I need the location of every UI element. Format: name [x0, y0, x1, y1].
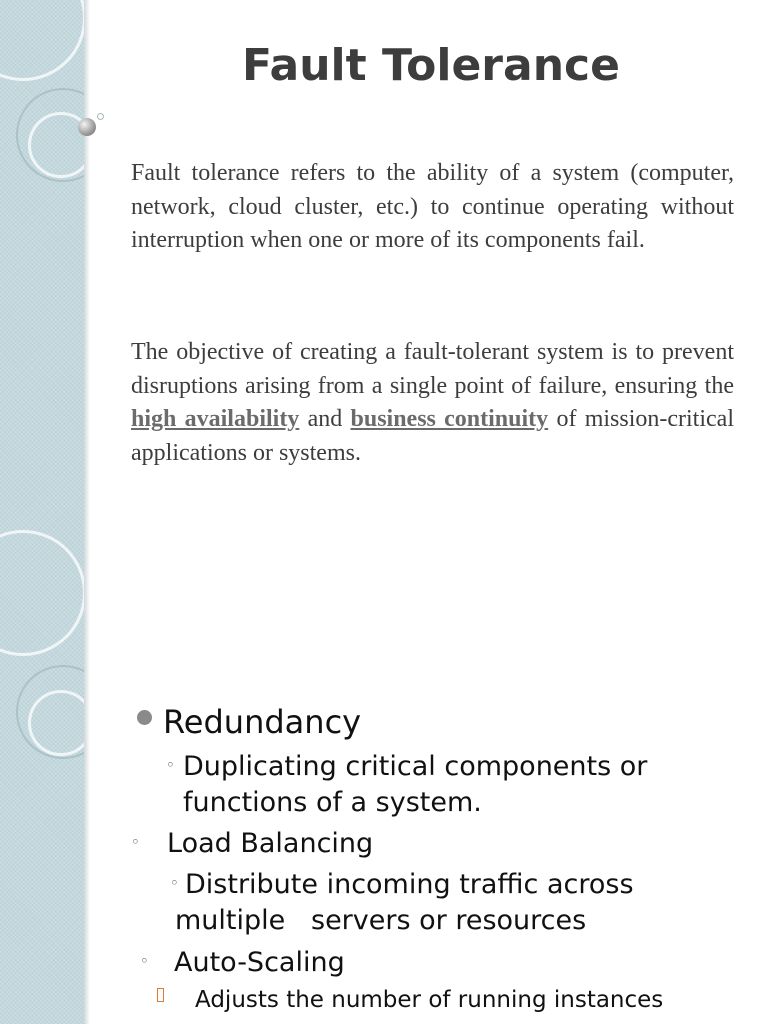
sub-bullet-ring-icon: ◦ — [170, 874, 179, 892]
bullet-load-balancing-desc-line1: Distribute incoming traffic across — [185, 869, 634, 900]
bullet-auto-scaling-desc-line1: Adjusts the number of running instances — [195, 987, 664, 1013]
paragraph-objective-text: of mission-critical applications or systems. — [131, 406, 734, 466]
decorative-dot-icon — [97, 113, 104, 120]
paragraph-objective — [131, 336, 734, 470]
paragraph-definition: Fault tolerance refers to the ability of a system (computer, network, cloud cluster, etc.) to continue operating without interruption when one or more of its components fail. — [131, 160, 734, 253]
business-continuity-link[interactable]: business continuity — [350, 406, 549, 432]
bullet-auto-scaling: Auto-Scaling — [174, 947, 345, 978]
sub-bullet-ring-icon: ◦ — [140, 952, 149, 970]
bullet-redundancy: Redundancy — [163, 703, 362, 741]
decorative-knob-icon — [78, 118, 96, 136]
decorative-sidebar — [0, 0, 84, 1024]
decorative-ring — [0, 530, 84, 656]
bullet-redundancy-desc-line1: Duplicating critical components or — [183, 751, 648, 782]
slide-title: Fault Tolerance — [242, 40, 620, 91]
sidebar-shadow — [84, 0, 90, 1024]
bullet-dot-icon — [137, 710, 152, 725]
paragraph-objective-text: The objective of creating a fault-tolerant system is to prevent disruptions arising from a single point of failure, ensuring the — [131, 339, 734, 399]
bullet-load-balancing: Load Balancing — [167, 828, 374, 859]
bullet-redundancy-desc-line2: functions of a system. — [183, 787, 482, 818]
sub-bullet-box-icon — [157, 988, 164, 1002]
high-availability-link[interactable]: high availability — [131, 406, 300, 432]
decorative-ring — [0, 0, 84, 81]
sub-bullet-ring-icon: ◦ — [131, 833, 140, 851]
bullet-load-balancing-desc-line2: multiple servers or resources — [175, 905, 587, 936]
paragraph-objective-text: and — [299, 406, 351, 432]
sub-bullet-ring-icon: ◦ — [166, 756, 175, 774]
